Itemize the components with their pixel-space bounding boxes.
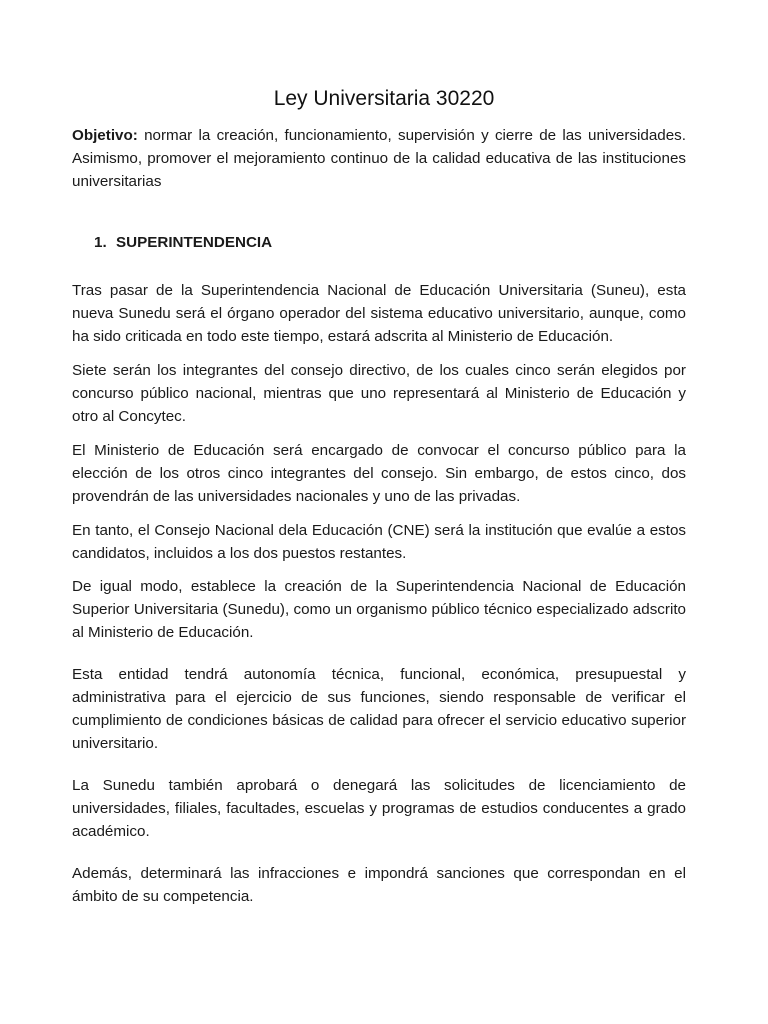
- section-heading: [94, 231, 272, 254]
- paragraph-3: El Ministerio de Educación será encargado de convocar el concurso público para la elección de los otros cinco integrantes del consejo. Sin embargo, de estos cinco, dos provendrán de las universidades nacionales y uno de las privadas.: [72, 442, 686, 505]
- paragraph-2: Siete serán los integrantes del consejo directivo, de los cuales cinco serán elegidos por concurso público nacional, mientras que uno representará al Ministerio de Educación y otro al Concytec.: [72, 362, 686, 425]
- paragraph-8: Además, determinará las infracciones e impondrá sanciones que correspondan en el ámbito de su competencia.: [72, 865, 686, 905]
- paragraph-5: De igual modo, establece la creación de la Superintendencia Nacional de Educación Superior Universitaria (Sunedu), como un organismo público técnico especializado adscrito al Ministerio de Educación.: [72, 578, 686, 641]
- paragraph-6: Esta entidad tendrá autonomía técnica, funcional, económica, presupuestal y administrativa para el ejercicio de sus funciones, siendo responsable de verificar el cumplimiento de condiciones básicas de calidad para ofrecer el servicio educativo superior universitario.: [72, 666, 686, 752]
- paragraph-7: La Sunedu también aprobará o denegará las solicitudes de licenciamiento de universidades, filiales, facultades, escuelas y programas de estudios conducentes a grado académico.: [72, 777, 686, 840]
- paragraph-1: Tras pasar de la Superintendencia Nacional de Educación Universitaria (Suneu), esta nueva Sunedu será el órgano operador del sistema educativo universitario, aunque, como ha sido criticada en todo este tiempo, estará adscrita al Ministerio de Educación.: [72, 282, 686, 345]
- paragraph-4: En tanto, el Consejo Nacional dela Educación (CNE) será la institución que evalúe a estos candidatos, incluidos a los dos puestos restantes.: [72, 522, 686, 562]
- section-title: SUPERINTENDENCIA: [116, 234, 273, 251]
- objective-text: normar la creación, funcionamiento, supervisión y cierre de las universidades. Asimismo, promover el mejoramiento continuo de la calidad educativa de las instituciones universitarias: [72, 127, 686, 190]
- objective-paragraph: [72, 124, 686, 193]
- document-title: Ley Universitaria 30220: [273, 87, 495, 110]
- objective-label: Objetivo:: [72, 127, 138, 144]
- section-number: 1.: [94, 234, 107, 251]
